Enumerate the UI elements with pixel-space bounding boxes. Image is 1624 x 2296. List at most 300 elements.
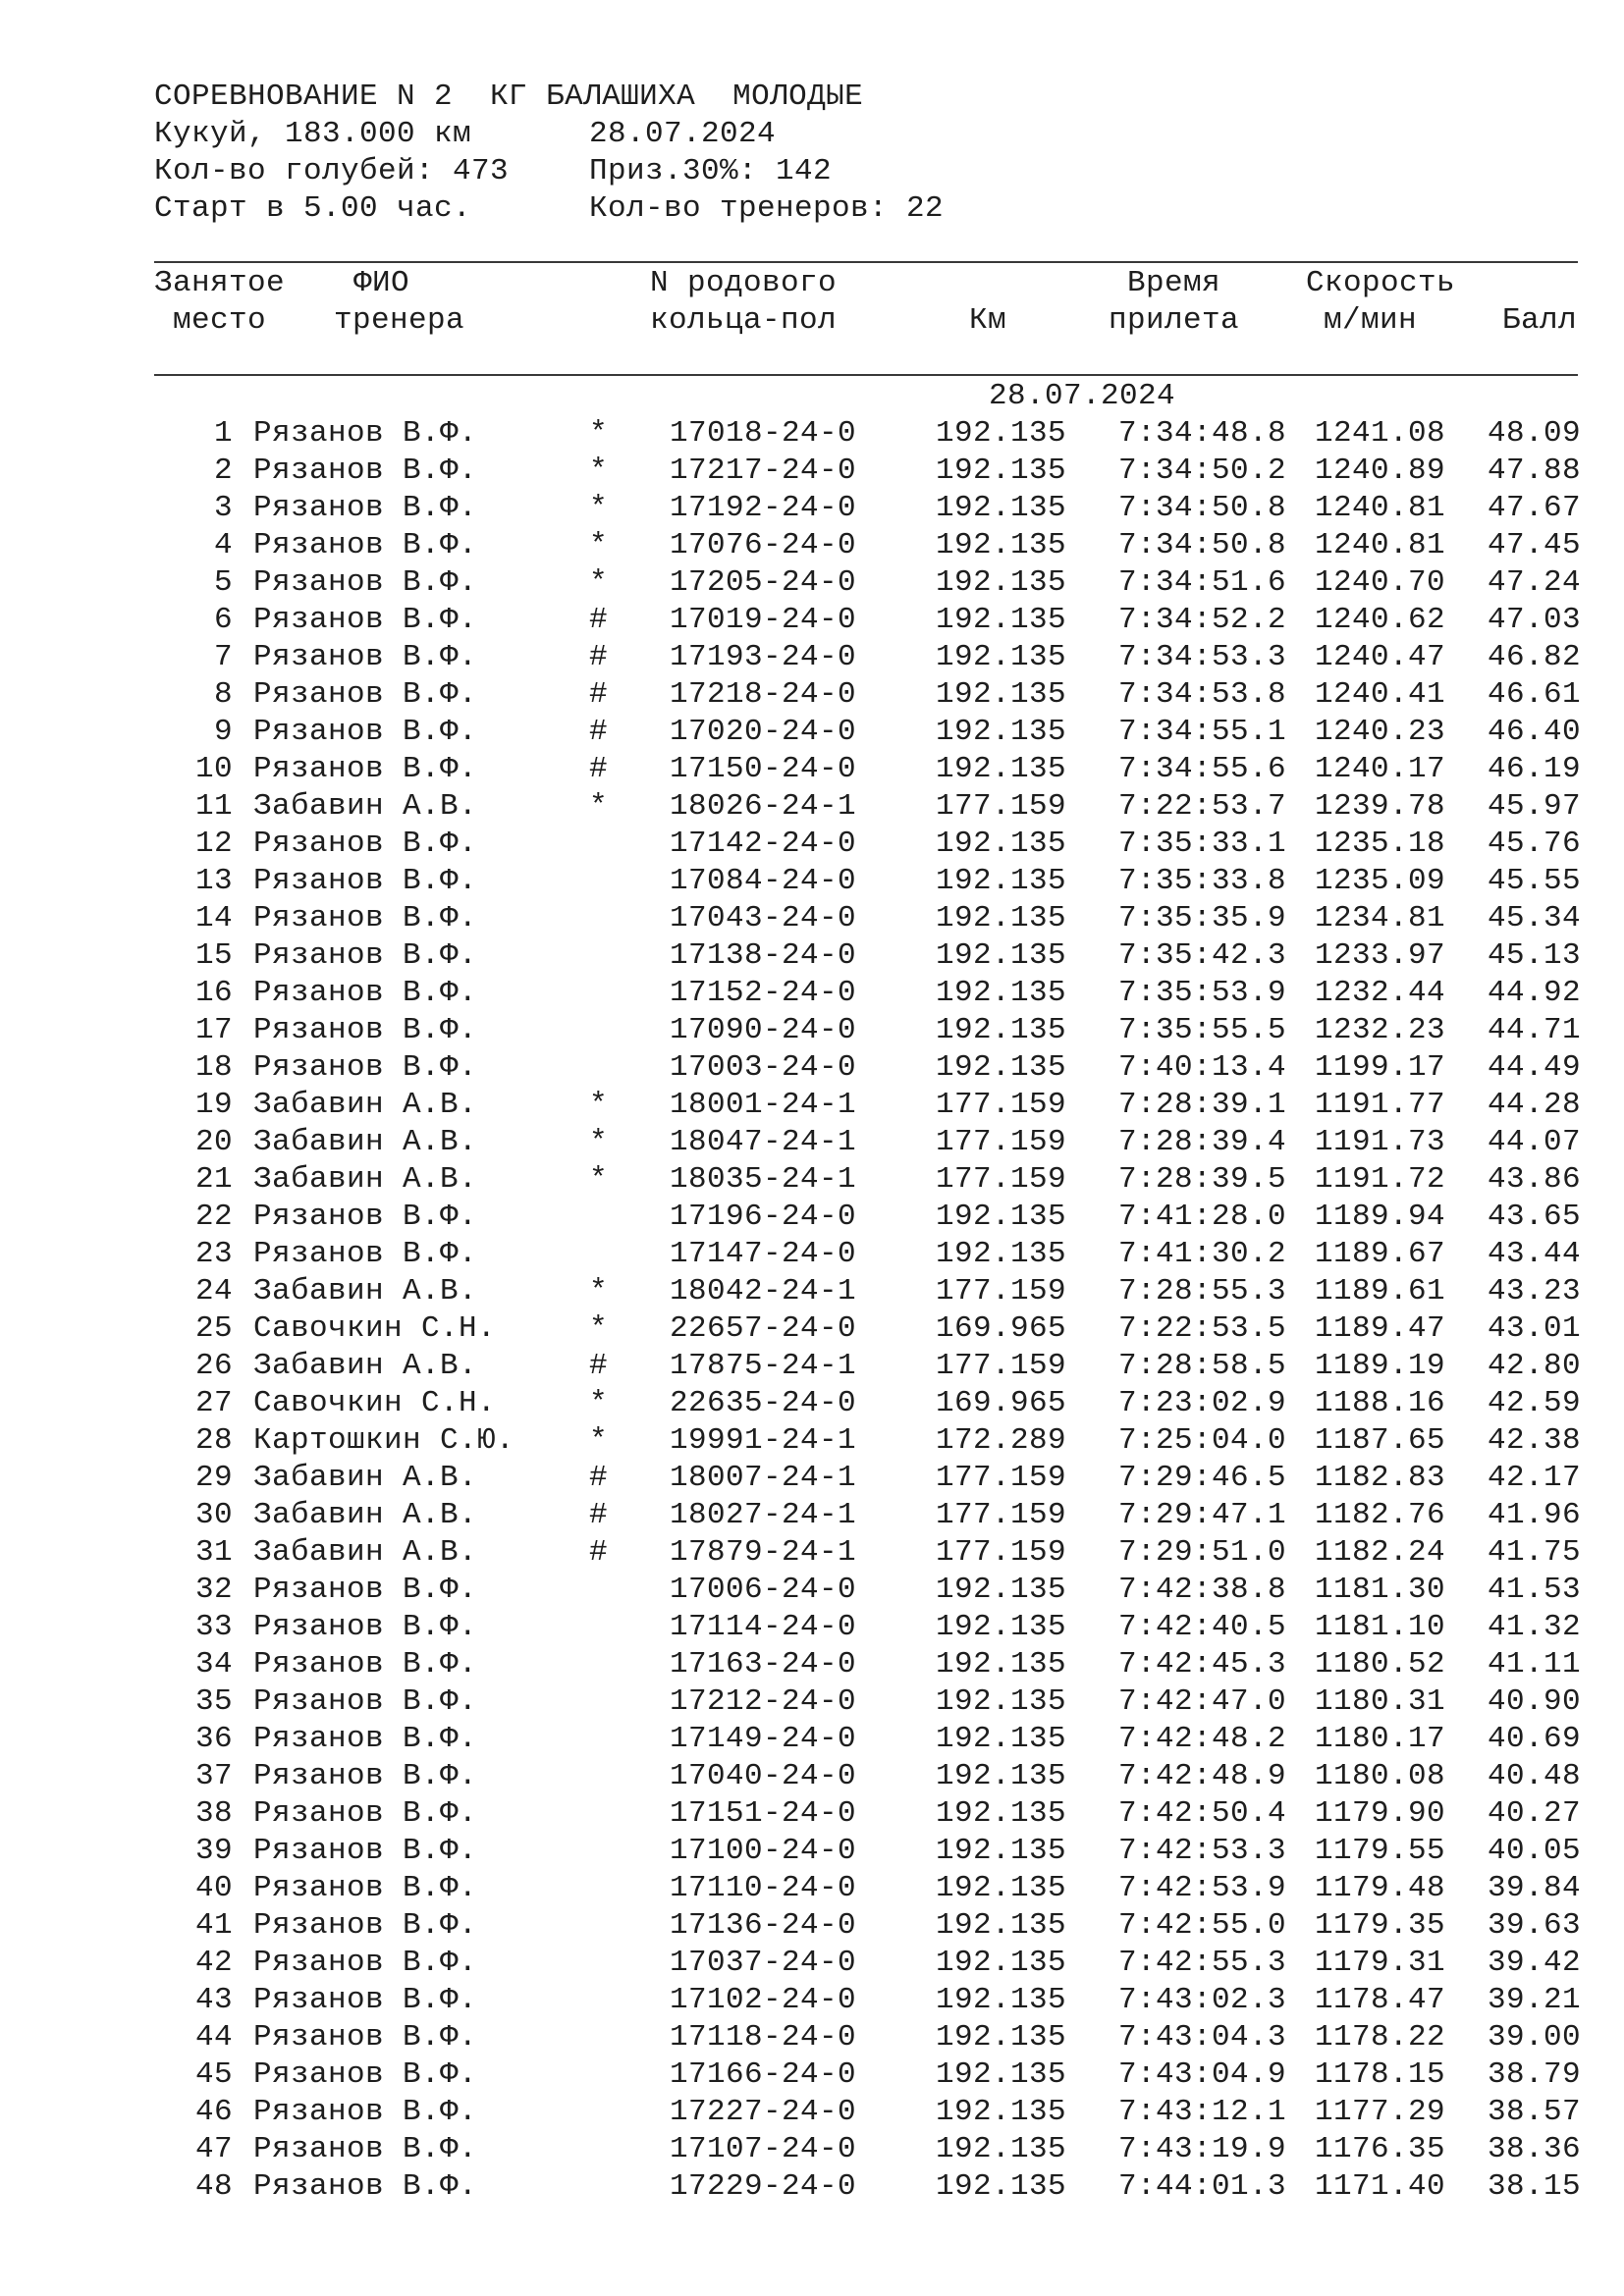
cell-speed: 1191.72 (1314, 1162, 1445, 1197)
cell-place: 11 (194, 789, 233, 824)
cell-trainer-name: Рязанов В.Ф. (253, 1200, 478, 1234)
cell-place: 10 (194, 752, 233, 786)
cell-place: 27 (194, 1386, 233, 1420)
cell-ring-number: 17192-24-0 (670, 491, 857, 525)
cell-ring-number: 19991-24-1 (670, 1423, 857, 1458)
cell-arrival-time: 7:43:04.9 (1117, 2057, 1286, 2092)
cell-arrival-time: 7:42:55.0 (1117, 1908, 1286, 1943)
cell-trainer-name: Рязанов В.Ф. (253, 1796, 478, 1831)
cell-distance: 192.135 (935, 491, 1066, 525)
cell-place: 31 (194, 1535, 233, 1570)
table-row (0, 2019, 1624, 2056)
table-row (0, 2131, 1624, 2168)
table-row (0, 1460, 1624, 1497)
cell-distance: 177.159 (935, 1088, 1066, 1122)
cell-place: 48 (194, 2169, 233, 2204)
cell-trainer-name: Забавин А.В. (253, 1461, 478, 1495)
cell-place: 38 (194, 1796, 233, 1831)
cell-mark: * (589, 1274, 609, 1308)
cell-distance: 192.135 (935, 1647, 1066, 1682)
cell-place: 47 (194, 2132, 233, 2166)
cell-place: 25 (194, 1311, 233, 1346)
cell-mark: * (589, 1311, 609, 1346)
cell-speed: 1234.81 (1314, 901, 1445, 935)
cell-place: 16 (194, 976, 233, 1010)
cell-ring-number: 17227-24-0 (670, 2095, 857, 2129)
cell-place: 45 (194, 2057, 233, 2092)
cell-speed: 1179.55 (1314, 1834, 1445, 1868)
cell-distance: 192.135 (935, 1759, 1066, 1793)
cell-score: 38.36 (1487, 2132, 1581, 2166)
cell-speed: 1235.09 (1314, 864, 1445, 898)
cell-ring-number: 18042-24-1 (670, 1274, 857, 1308)
cell-ring-number: 17217-24-0 (670, 454, 857, 488)
cell-score: 40.05 (1487, 1834, 1581, 1868)
cell-ring-number: 17110-24-0 (670, 1871, 857, 1905)
cell-speed: 1177.29 (1314, 2095, 1445, 2129)
cell-arrival-time: 7:43:12.1 (1117, 2095, 1286, 2129)
cell-distance: 192.135 (935, 901, 1066, 935)
cell-trainer-name: Рязанов В.Ф. (253, 1983, 478, 2017)
col-name-label-1: ФИО (353, 266, 410, 300)
cell-score: 47.45 (1487, 528, 1581, 562)
cell-score: 42.38 (1487, 1423, 1581, 1458)
cell-distance: 177.159 (935, 1349, 1066, 1383)
cell-ring-number: 17076-24-0 (670, 528, 857, 562)
table-row (0, 1982, 1624, 2019)
cell-ring-number: 17107-24-0 (670, 2132, 857, 2166)
cell-ring-number: 17229-24-0 (670, 2169, 857, 2204)
cell-speed: 1179.90 (1314, 1796, 1445, 1831)
col-score-label: Балл (1502, 303, 1578, 338)
cell-distance: 192.135 (935, 976, 1066, 1010)
cell-distance: 192.135 (935, 1871, 1066, 1905)
cell-score: 42.17 (1487, 1461, 1581, 1495)
cell-score: 46.82 (1487, 640, 1581, 674)
cell-distance: 172.289 (935, 1423, 1066, 1458)
cell-place: 40 (194, 1871, 233, 1905)
table-row (0, 975, 1624, 1012)
header-divider-top (154, 261, 1578, 263)
cell-arrival-time: 7:42:38.8 (1117, 1573, 1286, 1607)
cell-trainer-name: Рязанов В.Ф. (253, 1684, 478, 1719)
cell-score: 41.11 (1487, 1647, 1581, 1682)
cell-arrival-time: 7:44:01.3 (1117, 2169, 1286, 2204)
header-divider-bottom (154, 374, 1578, 376)
cell-place: 41 (194, 1908, 233, 1943)
cell-trainer-name: Рязанов В.Ф. (253, 938, 478, 973)
cell-arrival-time: 7:34:48.8 (1117, 416, 1286, 451)
cell-mark: * (589, 1386, 609, 1420)
cell-distance: 177.159 (935, 1461, 1066, 1495)
cell-trainer-name: Рязанов В.Ф. (253, 1013, 478, 1047)
table-row (0, 527, 1624, 564)
cell-score: 43.86 (1487, 1162, 1581, 1197)
cell-trainer-name: Рязанов В.Ф. (253, 752, 478, 786)
cell-trainer-name: Рязанов В.Ф. (253, 677, 478, 712)
cell-trainer-name: Рязанов В.Ф. (253, 1759, 478, 1793)
cell-place: 17 (194, 1013, 233, 1047)
competition-title: СОРЕВНОВАНИЕ N 2 КГ БАЛАШИХА МОЛОДЫЕ (154, 80, 864, 114)
cell-distance: 192.135 (935, 528, 1066, 562)
cell-distance: 192.135 (935, 2057, 1066, 2092)
cell-score: 40.27 (1487, 1796, 1581, 1831)
cell-trainer-name: Рязанов В.Ф. (253, 1237, 478, 1271)
cell-mark: # (589, 715, 609, 749)
cell-ring-number: 17019-24-0 (670, 603, 857, 637)
cell-speed: 1189.94 (1314, 1200, 1445, 1234)
cell-place: 46 (194, 2095, 233, 2129)
cell-speed: 1178.22 (1314, 2020, 1445, 2055)
cell-trainer-name: Рязанов В.Ф. (253, 2169, 478, 2204)
cell-ring-number: 17163-24-0 (670, 1647, 857, 1682)
cell-distance: 192.135 (935, 1834, 1066, 1868)
cell-arrival-time: 7:35:35.9 (1117, 901, 1286, 935)
cell-place: 39 (194, 1834, 233, 1868)
cell-score: 46.61 (1487, 677, 1581, 712)
date-heading: 28.07.2024 (989, 379, 1176, 413)
cell-ring-number: 18027-24-1 (670, 1498, 857, 1532)
cell-speed: 1191.73 (1314, 1125, 1445, 1159)
cell-score: 40.48 (1487, 1759, 1581, 1793)
cell-ring-number: 17150-24-0 (670, 752, 857, 786)
cell-score: 43.01 (1487, 1311, 1581, 1346)
cell-ring-number: 17043-24-0 (670, 901, 857, 935)
cell-score: 39.84 (1487, 1871, 1581, 1905)
cell-distance: 192.135 (935, 2169, 1066, 2204)
cell-speed: 1240.70 (1314, 565, 1445, 600)
cell-distance: 192.135 (935, 938, 1066, 973)
cell-trainer-name: Рязанов В.Ф. (253, 528, 478, 562)
col-place-label-2: место (173, 303, 267, 338)
cell-speed: 1239.78 (1314, 789, 1445, 824)
cell-distance: 192.135 (935, 1610, 1066, 1644)
cell-mark: * (589, 789, 609, 824)
cell-speed: 1199.17 (1314, 1050, 1445, 1085)
cell-speed: 1240.81 (1314, 528, 1445, 562)
cell-ring-number: 18026-24-1 (670, 789, 857, 824)
table-row (0, 1497, 1624, 1534)
cell-score: 44.92 (1487, 976, 1581, 1010)
cell-speed: 1241.08 (1314, 416, 1445, 451)
cell-arrival-time: 7:28:58.5 (1117, 1349, 1286, 1383)
table-row (0, 1012, 1624, 1049)
cell-score: 43.44 (1487, 1237, 1581, 1271)
cell-mark: # (589, 603, 609, 637)
cell-score: 38.57 (1487, 2095, 1581, 2129)
cell-trainer-name: Рязанов В.Ф. (253, 1908, 478, 1943)
cell-distance: 192.135 (935, 1050, 1066, 1085)
cell-place: 1 (213, 416, 233, 451)
cell-arrival-time: 7:34:52.2 (1117, 603, 1286, 637)
cell-arrival-time: 7:22:53.5 (1117, 1311, 1286, 1346)
cell-distance: 192.135 (935, 2020, 1066, 2055)
table-row (0, 1721, 1624, 1758)
cell-speed: 1189.67 (1314, 1237, 1445, 1271)
cell-speed: 1182.76 (1314, 1498, 1445, 1532)
cell-distance: 192.135 (935, 640, 1066, 674)
cell-arrival-time: 7:40:13.4 (1117, 1050, 1286, 1085)
cell-distance: 192.135 (935, 1200, 1066, 1234)
cell-speed: 1240.47 (1314, 640, 1445, 674)
cell-ring-number: 22657-24-0 (670, 1311, 857, 1346)
table-row (0, 1609, 1624, 1646)
cell-speed: 1180.52 (1314, 1647, 1445, 1682)
col-ring-label-2: кольца-пол (650, 303, 838, 338)
table-row (0, 714, 1624, 751)
cell-mark: * (589, 416, 609, 451)
cell-score: 46.19 (1487, 752, 1581, 786)
cell-trainer-name: Рязанов В.Ф. (253, 715, 478, 749)
cell-arrival-time: 7:28:55.3 (1117, 1274, 1286, 1308)
cell-distance: 177.159 (935, 1274, 1066, 1308)
cell-ring-number: 18035-24-1 (670, 1162, 857, 1197)
cell-arrival-time: 7:41:30.2 (1117, 1237, 1286, 1271)
cell-trainer-name: Картошкин С.Ю. (253, 1423, 515, 1458)
cell-arrival-time: 7:43:04.3 (1117, 2020, 1286, 2055)
cell-place: 2 (213, 454, 233, 488)
cell-ring-number: 17006-24-0 (670, 1573, 857, 1607)
table-row (0, 2056, 1624, 2094)
cell-trainer-name: Рязанов В.Ф. (253, 976, 478, 1010)
cell-distance: 192.135 (935, 1946, 1066, 1980)
cell-arrival-time: 7:43:19.9 (1117, 2132, 1286, 2166)
cell-arrival-time: 7:29:51.0 (1117, 1535, 1286, 1570)
cell-distance: 192.135 (935, 1684, 1066, 1719)
cell-ring-number: 17147-24-0 (670, 1237, 857, 1271)
cell-speed: 1176.35 (1314, 2132, 1445, 2166)
cell-distance: 192.135 (935, 752, 1066, 786)
cell-score: 47.88 (1487, 454, 1581, 488)
cell-ring-number: 18007-24-1 (670, 1461, 857, 1495)
cell-arrival-time: 7:35:33.1 (1117, 827, 1286, 861)
cell-distance: 192.135 (935, 603, 1066, 637)
cell-arrival-time: 7:29:47.1 (1117, 1498, 1286, 1532)
cell-trainer-name: Рязанов В.Ф. (253, 454, 478, 488)
cell-score: 47.67 (1487, 491, 1581, 525)
cell-trainer-name: Рязанов В.Ф. (253, 2057, 478, 2092)
cell-place: 43 (194, 1983, 233, 2017)
table-row (0, 1049, 1624, 1087)
cell-score: 47.24 (1487, 565, 1581, 600)
cell-distance: 177.159 (935, 1125, 1066, 1159)
cell-ring-number: 17136-24-0 (670, 1908, 857, 1943)
cell-mark: # (589, 752, 609, 786)
cell-place: 37 (194, 1759, 233, 1793)
cell-score: 44.28 (1487, 1088, 1581, 1122)
cell-arrival-time: 7:43:02.3 (1117, 1983, 1286, 2017)
cell-place: 35 (194, 1684, 233, 1719)
cell-trainer-name: Забавин А.В. (253, 789, 478, 824)
cell-arrival-time: 7:42:53.9 (1117, 1871, 1286, 1905)
cell-ring-number: 17151-24-0 (670, 1796, 857, 1831)
cell-score: 41.32 (1487, 1610, 1581, 1644)
cell-score: 44.71 (1487, 1013, 1581, 1047)
table-row (0, 2094, 1624, 2131)
col-name-label-2: тренера (334, 303, 465, 338)
location-distance: Кукуй, 183.000 км (154, 117, 472, 151)
table-row (0, 490, 1624, 527)
cell-distance: 169.965 (935, 1311, 1066, 1346)
cell-trainer-name: Забавин А.В. (253, 1274, 478, 1308)
cell-ring-number: 17100-24-0 (670, 1834, 857, 1868)
cell-speed: 1240.81 (1314, 491, 1445, 525)
cell-place: 23 (194, 1237, 233, 1271)
cell-place: 22 (194, 1200, 233, 1234)
cell-ring-number: 17212-24-0 (670, 1684, 857, 1719)
cell-distance: 192.135 (935, 2132, 1066, 2166)
cell-speed: 1179.35 (1314, 1908, 1445, 1943)
cell-score: 42.80 (1487, 1349, 1581, 1383)
cell-place: 9 (213, 715, 233, 749)
table-row (0, 1870, 1624, 1907)
cell-mark: # (589, 640, 609, 674)
cell-place: 14 (194, 901, 233, 935)
cell-arrival-time: 7:25:04.0 (1117, 1423, 1286, 1458)
cell-place: 5 (213, 565, 233, 600)
cell-distance: 192.135 (935, 827, 1066, 861)
cell-ring-number: 17152-24-0 (670, 976, 857, 1010)
cell-speed: 1180.31 (1314, 1684, 1445, 1719)
cell-mark: * (589, 454, 609, 488)
cell-arrival-time: 7:28:39.1 (1117, 1088, 1286, 1122)
cell-trainer-name: Рязанов В.Ф. (253, 1722, 478, 1756)
cell-arrival-time: 7:41:28.0 (1117, 1200, 1286, 1234)
table-row (0, 1199, 1624, 1236)
cell-arrival-time: 7:34:50.8 (1117, 491, 1286, 525)
cell-arrival-time: 7:35:42.3 (1117, 938, 1286, 973)
cell-mark: * (589, 1423, 609, 1458)
cell-ring-number: 17040-24-0 (670, 1759, 857, 1793)
cell-score: 42.59 (1487, 1386, 1581, 1420)
cell-score: 39.00 (1487, 2020, 1581, 2055)
cell-speed: 1189.47 (1314, 1311, 1445, 1346)
table-row (0, 1236, 1624, 1273)
cell-mark: * (589, 528, 609, 562)
cell-distance: 192.135 (935, 1983, 1066, 2017)
cell-score: 43.65 (1487, 1200, 1581, 1234)
cell-ring-number: 17018-24-0 (670, 416, 857, 451)
cell-trainer-name: Рязанов В.Ф. (253, 827, 478, 861)
cell-arrival-time: 7:35:55.5 (1117, 1013, 1286, 1047)
table-row (0, 1087, 1624, 1124)
cell-ring-number: 17149-24-0 (670, 1722, 857, 1756)
cell-place: 12 (194, 827, 233, 861)
table-row (0, 900, 1624, 937)
cell-score: 39.42 (1487, 1946, 1581, 1980)
cell-trainer-name: Рязанов В.Ф. (253, 2095, 478, 2129)
cell-speed: 1181.30 (1314, 1573, 1445, 1607)
cell-place: 18 (194, 1050, 233, 1085)
cell-arrival-time: 7:28:39.5 (1117, 1162, 1286, 1197)
cell-trainer-name: Рязанов В.Ф. (253, 1834, 478, 1868)
cell-mark: * (589, 1125, 609, 1159)
cell-mark: # (589, 677, 609, 712)
cell-distance: 177.159 (935, 1498, 1066, 1532)
cell-score: 44.49 (1487, 1050, 1581, 1085)
cell-score: 45.13 (1487, 938, 1581, 973)
cell-arrival-time: 7:29:46.5 (1117, 1461, 1286, 1495)
cell-place: 36 (194, 1722, 233, 1756)
cell-speed: 1180.17 (1314, 1722, 1445, 1756)
table-row (0, 639, 1624, 676)
cell-score: 46.40 (1487, 715, 1581, 749)
table-row (0, 1273, 1624, 1310)
cell-mark: # (589, 1349, 609, 1383)
cell-place: 8 (213, 677, 233, 712)
cell-speed: 1240.62 (1314, 603, 1445, 637)
cell-distance: 177.159 (935, 1535, 1066, 1570)
col-speed-label-2: м/мин (1324, 303, 1418, 338)
table-row (0, 1534, 1624, 1572)
cell-speed: 1182.83 (1314, 1461, 1445, 1495)
col-ring-label-1: N родового (650, 266, 838, 300)
cell-score: 40.90 (1487, 1684, 1581, 1719)
cell-trainer-name: Рязанов В.Ф. (253, 901, 478, 935)
cell-ring-number: 17205-24-0 (670, 565, 857, 600)
cell-distance: 192.135 (935, 565, 1066, 600)
table-row (0, 602, 1624, 639)
cell-trainer-name: Забавин А.В. (253, 1535, 478, 1570)
cell-score: 43.23 (1487, 1274, 1581, 1308)
cell-ring-number: 17166-24-0 (670, 2057, 857, 2092)
cell-speed: 1178.15 (1314, 2057, 1445, 2092)
cell-ring-number: 17193-24-0 (670, 640, 857, 674)
cell-score: 48.09 (1487, 416, 1581, 451)
table-row (0, 1945, 1624, 1982)
cell-mark: * (589, 565, 609, 600)
cell-mark: * (589, 491, 609, 525)
cell-score: 45.55 (1487, 864, 1581, 898)
cell-trainer-name: Рязанов В.Ф. (253, 1647, 478, 1682)
prize-count: Приз.30%: 142 (589, 154, 833, 188)
col-speed-label-1: Скорость (1306, 266, 1456, 300)
cell-place: 21 (194, 1162, 233, 1197)
cell-score: 40.69 (1487, 1722, 1581, 1756)
table-row (0, 1683, 1624, 1721)
cell-arrival-time: 7:22:53.7 (1117, 789, 1286, 824)
table-row (0, 826, 1624, 863)
table-row (0, 1310, 1624, 1348)
pigeon-count: Кол-во голубей: 473 (154, 154, 510, 188)
cell-ring-number: 17879-24-1 (670, 1535, 857, 1570)
cell-ring-number: 17102-24-0 (670, 1983, 857, 2017)
cell-speed: 1182.24 (1314, 1535, 1445, 1570)
start-time: Старт в 5.00 час. (154, 191, 472, 226)
cell-place: 32 (194, 1573, 233, 1607)
cell-distance: 177.159 (935, 1162, 1066, 1197)
cell-trainer-name: Забавин А.В. (253, 1088, 478, 1122)
cell-place: 19 (194, 1088, 233, 1122)
cell-place: 26 (194, 1349, 233, 1383)
cell-trainer-name: Рязанов В.Ф. (253, 640, 478, 674)
table-row (0, 1833, 1624, 1870)
cell-trainer-name: Рязанов В.Ф. (253, 864, 478, 898)
cell-ring-number: 17114-24-0 (670, 1610, 857, 1644)
cell-trainer-name: Забавин А.В. (253, 1162, 478, 1197)
cell-score: 38.15 (1487, 2169, 1581, 2204)
cell-trainer-name: Савочкин С.Н. (253, 1311, 497, 1346)
table-row (0, 937, 1624, 975)
cell-speed: 1181.10 (1314, 1610, 1445, 1644)
cell-speed: 1232.23 (1314, 1013, 1445, 1047)
table-row (0, 564, 1624, 602)
cell-arrival-time: 7:42:50.4 (1117, 1796, 1286, 1831)
cell-arrival-time: 7:34:50.2 (1117, 454, 1286, 488)
cell-arrival-time: 7:34:55.6 (1117, 752, 1286, 786)
col-time-label-1: Время (1127, 266, 1221, 300)
cell-place: 28 (194, 1423, 233, 1458)
